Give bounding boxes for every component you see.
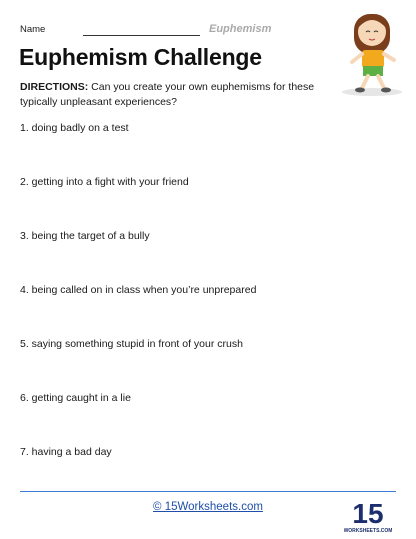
- list-item: 6. getting caught in a lie: [20, 392, 131, 404]
- footer-divider: [20, 491, 396, 492]
- list-item: 2. getting into a fight with your friend: [20, 176, 189, 188]
- copyright-link[interactable]: © 15Worksheets.com: [153, 501, 263, 513]
- girl-illustration: [330, 6, 410, 98]
- directions: [20, 80, 340, 110]
- topic-label: Euphemism: [209, 23, 272, 35]
- page-title: Euphemism Challenge: [19, 44, 262, 70]
- directions-label: DIRECTIONS:: [20, 81, 89, 93]
- logo-text: WORKSHEETS.COM: [344, 528, 392, 534]
- list-item: 4. being called on in class when you’re unprepared: [20, 284, 257, 296]
- name-line[interactable]: [83, 35, 200, 36]
- list-item: 7. having a bad day: [20, 446, 112, 458]
- list-item: 3. being the target of a bully: [20, 230, 150, 242]
- name-row: [20, 24, 320, 40]
- directions-text: Can you create your own euphemisms for these typically unpleasant experiences?: [20, 81, 315, 108]
- name-label: Name: [20, 24, 46, 35]
- logo-number: 15: [352, 498, 384, 529]
- worksheets-logo: [344, 496, 392, 534]
- list-item: 5. saying something stupid in front of your crush: [20, 338, 243, 350]
- list-item: 1. doing badly on a test: [20, 122, 129, 134]
